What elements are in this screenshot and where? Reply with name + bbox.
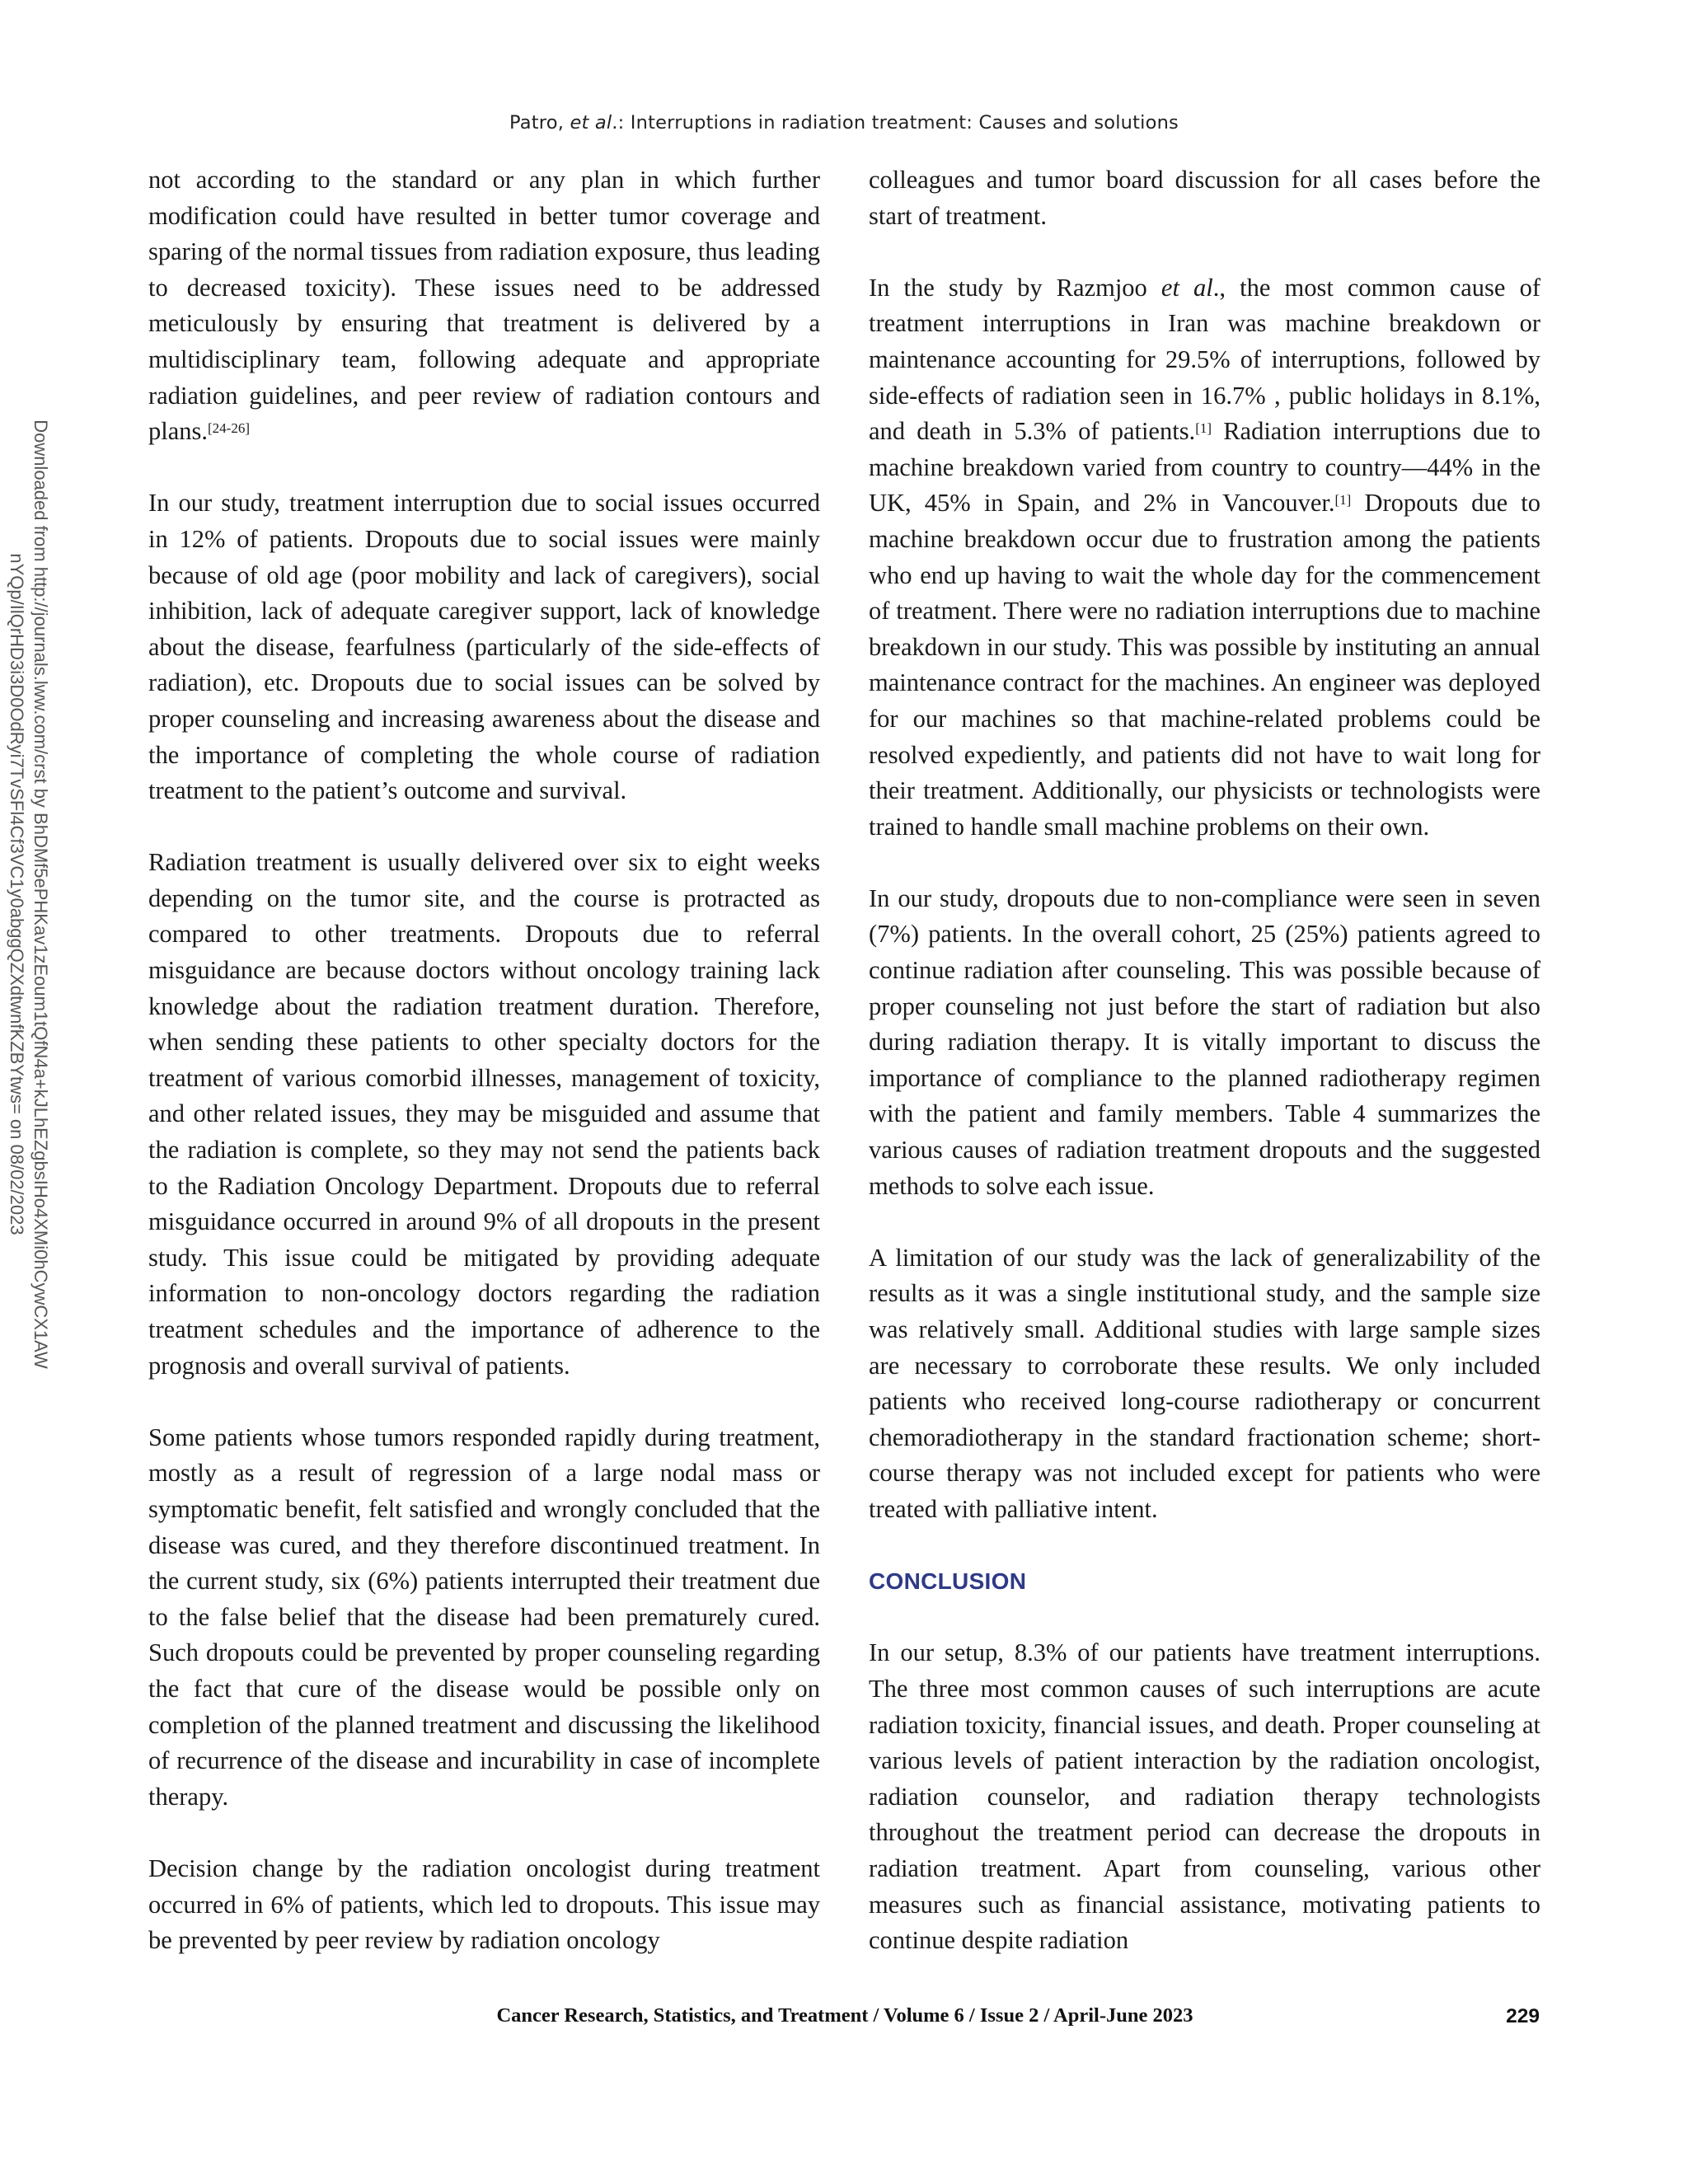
paragraph: Some patients whose tumors responded rapidly during treatment, mostly as a result of regression of a large nodal mass or symptomatic benefit, felt satisfied and wrongly concluded that the disease was cured, and they therefore discontinued treatment. In the current study, six (6%) patients interrupted their treatment due to the false belief that the disease had been prematurely cured. Such dropouts could be prevented by proper counseling regarding the fact that cure of the disease would be possible only on completion of the planned treatment and discussing the likelihood of recurrence of the disease and incurability in case of incomplete therapy. [148,1422,820,1811]
header-author: Patro, [509,112,570,134]
header-etal: et al [570,112,612,134]
paragraph: Radiation treatment is usually delivered over six to eight weeks depending on the tumor site, and the course is protracted as compared to other treatments. Dropouts due to referral misguidance are because doctors without oncology training lack knowledge about the radiation treatment duration. Therefore, when sending these patients to other specialty doctors for the treatment of various comorbid illnesses, management of toxicity, and other related issues, they may be misguided and assume that the radiation is complete, so they may not send the patients back to the Radiation Oncology Department. Dropouts due to referral misguidance occurred in around 9% of all dropouts in the present study. This issue could be mitigated by providing adequate information to non-oncology doctors regarding the radiation treatment schedules and the importance of adherence to the prognosis and overall survival of patients. [148,848,820,1380]
right-column [869,162,1540,1994]
paragraph [148,162,820,450]
paragraph: In our study, dropouts due to non-compliance were seen in seven (7%) patients. In the overall cohort, 25 (25%) patients agreed to continue radiation after counseling. This was possible because of proper counseling not just before the start of radiation but also during radiation therapy. It is vitally important to discuss the importance of compliance to the planned radiotherapy regimen with the patient and family members. Table 4 summarizes the various causes of radiation treatment dropouts and the suggested methods to solve each issue. [869,883,1540,1200]
section-heading: CONCLUSION [869,1568,1027,1595]
header-title: .: Interruptions in radiation treatment: Causes and solutions [612,112,1179,134]
page-number: 229 [1506,2005,1540,2027]
citation-ref[interactable]: [1] [1334,492,1352,509]
citation-ref[interactable]: [24-26] [208,420,250,437]
paragraph: In our setup, 8.3% of our patients have treatment interruptions. The three most common causes of such interruptions are acute radiation toxicity, financial issues, and death. Proper counseling at various levels of patient interaction by the radiation oncologist, radiation counselor, and radiation therapy technologists throughout the treatment period can decrease the dropouts in radiation treatment. Apart from counseling, various other measures such as financial assistance, motivating patients to continue despite radiation [869,1638,1540,1955]
paragraph [869,270,1540,846]
etal-text: et al [1160,273,1213,302]
paragraph-text: Dropouts due to machine breakdown occur due to frustration among the patients who end up having to wait the whole day for the commencement of treatment. There were no radiation interruptions due to machine breakdown in our study. This was possible by instituting an annual maintenance contract for the machines. An engineer was deployed for our machines so that machine-related problems could be resolved expediently, and patients did not have to wait long for their treatment. Additionally, our physicists or technologists were trained to handle small machine problems on their own. [869,489,1540,841]
download-watermark: Downloaded from http://journals.lww.com/crst by BhDMf5ePHKav1zEoum1tQfN4a+kJLhEZgbsIHo4XMi0hCywCX1AW nYQp/IlQrHD3i3D0OdRyi7TvSFl4Cf3VC1y0abggQZXdtwnfKZBYtws= on 08/02/2023 [7,419,51,1369]
footer-journal-info: Cancer Research, Statistics, and Treatment / Volume 6 / Issue 2 / April-June 2023 [496,2004,1193,2027]
citation-ref[interactable]: [1] [1195,420,1212,437]
paragraph-text: ., the most common cause of treatment interruptions in Iran was machine breakdown or maintenance accounting for 29.5% of interruptions, followed by side-effects of radiation seen in 16.7% , public holidays in 8.1%, and death in 5.3% of patients. [869,273,1540,446]
paragraph: In our study, treatment interruption due to social issues occurred in 12% of patients. Dropouts due to social issues were mainly because of old age (poor mobility and lack of caregivers), social inhibition, lack of adequate caregiver support, lack of knowledge about the disease, fearfulness (particularly of the side-effects of radiation), etc. Dropouts due to social issues can be solved by proper counseling and increasing awareness about the disease and the importance of completing the whole course of radiation treatment to the patient’s outcome and survival. [148,489,820,805]
paragraph-text: Radiation interruptions due to machine breakdown varied from country to country—44% in the UK, 45% in Spain, and 2% in Vancouver. [869,417,1540,518]
paragraph: colleagues and tumor board discussion for all cases before the start of treatment. [869,166,1540,230]
paragraph: Decision change by the radiation oncologist during treatment occurred in 6% of patients, which led to dropouts. This issue may be prevented by peer review by radiation oncology [148,1854,820,1955]
paragraph: A limitation of our study was the lack of generalizability of the results as it was a single institutional study, and the sample size was relatively small. Additional studies with large sample sizes are necessary to corroborate these results. We only included patients who received long-course radiotherapy or concurrent chemoradiotherapy in the standard fractionation scheme; short-course therapy was not included except for patients who were treated with palliative intent. [869,1243,1540,1523]
paragraph-text: not according to the standard or any plan in which further modification could have resulted in better tumor coverage and sparing of the normal tissues from radiation exposure, thus leading to decreased toxicity). These issues need to be addressed meticulously by ensuring that treatment is delivered by a multidisciplinary team, following adequate and appropriate radiation guidelines, and peer review of radiation contours and plans. [148,166,820,446]
running-header [0,112,1688,134]
left-column [148,162,820,1994]
paragraph-text: In the study by Razmjoo [869,273,1161,302]
